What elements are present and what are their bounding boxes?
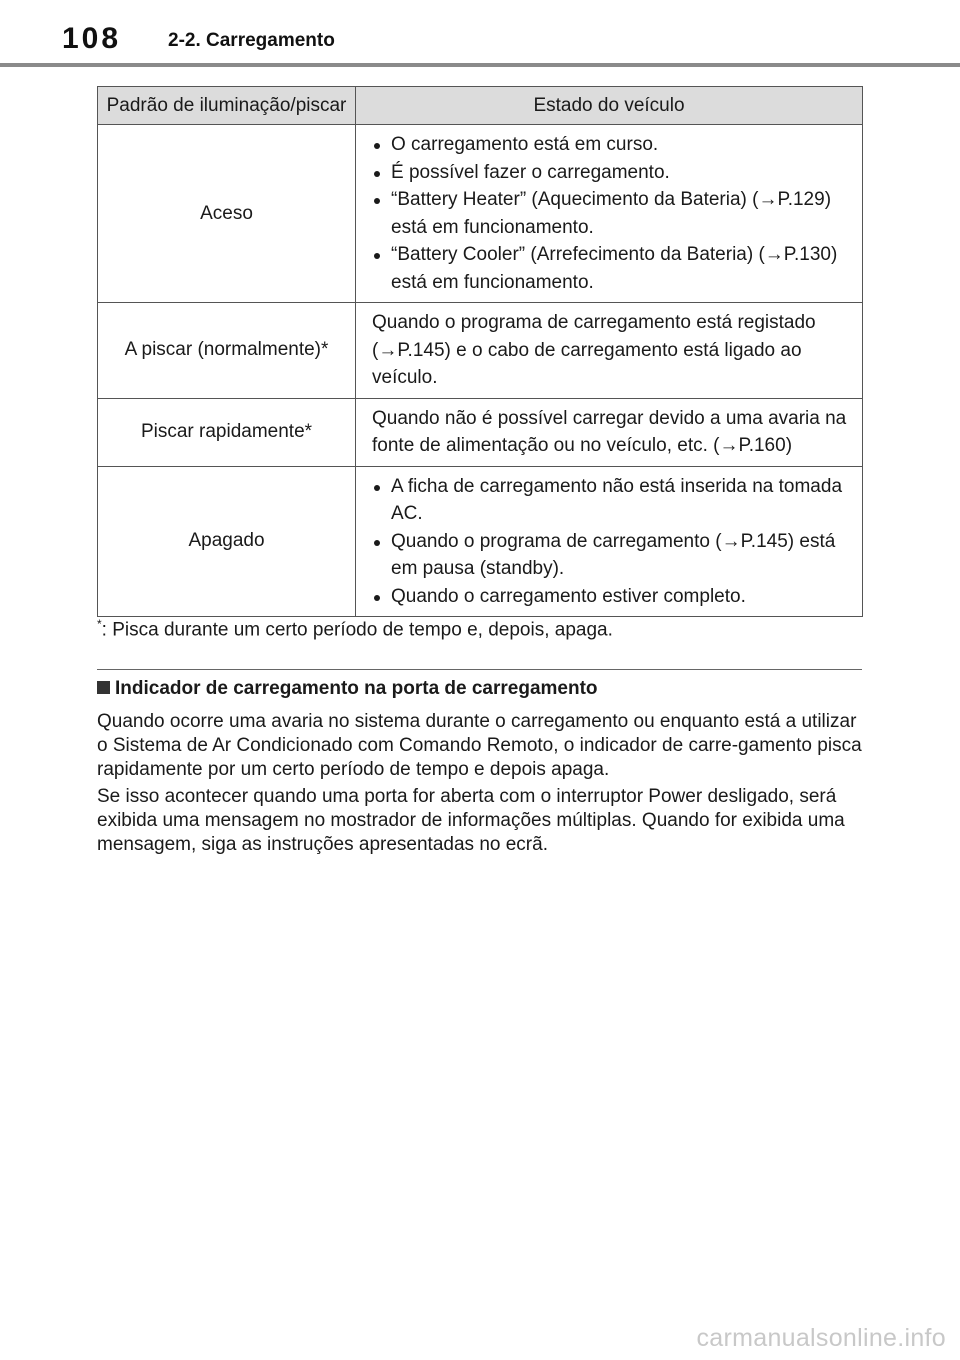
table-footnote — [97, 617, 613, 641]
table-row — [98, 125, 863, 303]
list-item: Quando o carregamento estiver completo. — [372, 583, 858, 611]
body-paragraph: Quando ocorre uma avaria no sistema durante o carregamento ou enquanto está a utilizar o Sistema de Ar Condicionado com Comando Remoto, o indicador de carre-gamento pisca rapidamente por um certo período de tempo e depois apaga. — [97, 711, 862, 780]
header-divider — [0, 63, 960, 67]
column-header-state: Estado do veículo — [356, 87, 863, 125]
subsection-heading — [97, 678, 598, 700]
watermark: carmanualsonline.info — [696, 1324, 946, 1352]
footnote-text: : Pisca durante um certo período de tempo e, depois, apaga. — [101, 619, 613, 641]
body-paragraph: Se isso acontecer quando uma porta for aberta com o interruptor Power desligado, será exibida uma mensagem no mostrador de informações múltiplas. Quando for exibida uma mensagem, siga as instruções apresentadas no ecrã. — [97, 786, 845, 855]
list-item: “Battery Heater” (Aquecimento da Bateria) (→P.129) está em funcionamento. — [372, 186, 858, 241]
pattern-cell: Aceso — [98, 125, 356, 303]
state-list — [372, 473, 858, 611]
table-row — [98, 398, 863, 466]
section-divider — [97, 669, 862, 670]
list-item: O carregamento está em curso. — [372, 131, 858, 159]
column-header-pattern: Padrão de iluminação/piscar — [98, 87, 356, 125]
state-cell: Quando não é possível carregar devido a uma avaria na fonte de alimentação ou no veículo, etc. (→P.160) — [356, 398, 863, 466]
subsection-heading-text: Indicador de carregamento na porta de carregamento — [115, 678, 598, 699]
page-number: 108 — [62, 22, 122, 55]
state-cell — [356, 466, 863, 617]
footnote-marker: * — [97, 617, 102, 631]
state-cell: Quando o programa de carregamento está registado (→P.145) e o cabo de carregamento está ligado ao veículo. — [356, 303, 863, 399]
pattern-cell: A piscar (normalmente)* — [98, 303, 356, 399]
square-bullet-icon — [97, 681, 110, 694]
pattern-cell: Apagado — [98, 466, 356, 617]
list-item: A ficha de carregamento não está inserida na tomada AC. — [372, 473, 858, 528]
list-item: “Battery Cooler” (Arrefecimento da Bateria) (→P.130) está em funcionamento. — [372, 241, 858, 296]
list-item: É possível fazer o carregamento. — [372, 159, 858, 187]
table-header-row — [98, 87, 863, 125]
page-header — [0, 0, 960, 66]
charging-indicator-table — [97, 86, 863, 617]
table-row — [98, 303, 863, 399]
section-title: 2-2. Carregamento — [168, 30, 335, 51]
state-cell — [356, 125, 863, 303]
list-item: Quando o programa de carregamento (→P.145) está em pausa (standby). — [372, 528, 858, 583]
pattern-cell: Piscar rapidamente* — [98, 398, 356, 466]
state-list — [372, 131, 858, 296]
table-row — [98, 466, 863, 617]
